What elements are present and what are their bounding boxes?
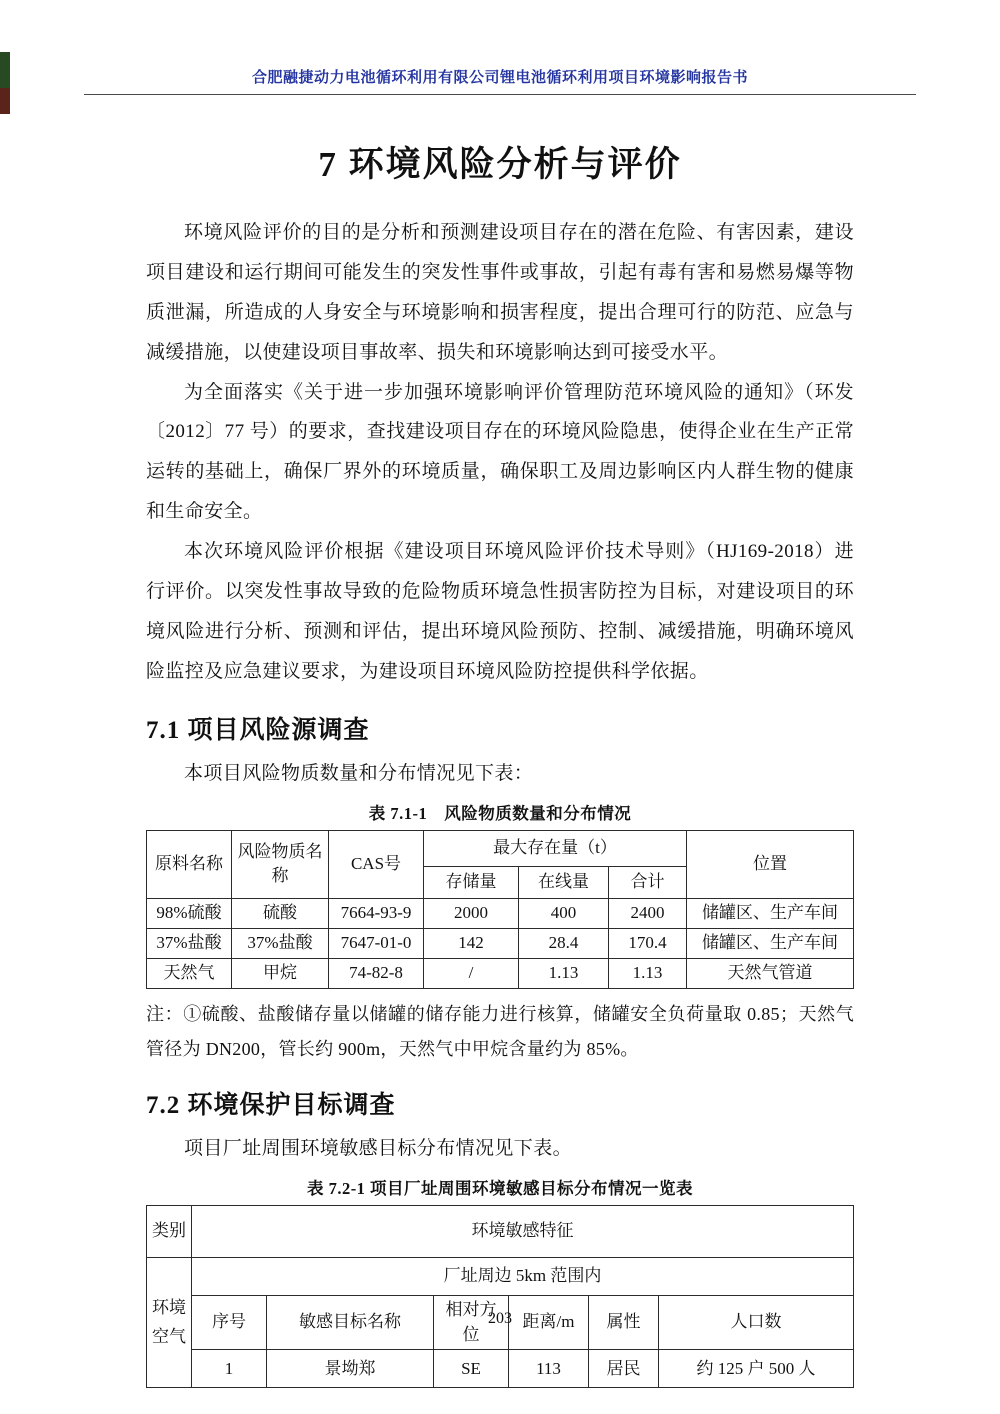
cell-storage: 2000 [424,898,519,928]
table-7-1-1-caption: 表 7.1-1 风险物质数量和分布情况 [368,803,632,823]
table-row-category [147,1206,854,1258]
header-material: 原料名称 [147,830,232,898]
cell-location: 天然气管道 [687,958,854,988]
table-row [147,898,854,928]
paragraph-3: 本次环境风险评价根据《建设项目环境风险评价技术导则》（HJ169-2018）进行评价。以突发性事故导致的危险物质环境急性损害防控为目标，对建设项目的环境风险进行分析、预测和评估，提出环境风险预防、控制、减缓措施，明确环境风险监控及应急建议要求，为建设项目环境风险防控提供科学依据。 [146,541,854,682]
cell-location: 储罐区、生产车间 [687,928,854,958]
report-header: 合肥融捷动力电池循环利用有限公司锂电池循环利用项目环境影响报告书 [84,66,916,95]
scan-edge-artifact [0,52,10,114]
cell-attribute: 居民 [589,1350,659,1388]
header-direction: 相对方位 [434,1296,509,1350]
sensitive-target-table [146,1205,854,1388]
page-number: 203 [488,1310,512,1327]
table-row-scope [147,1258,854,1296]
cell-distance: 113 [509,1350,589,1388]
cell-risk-substance: 甲烷 [232,958,329,988]
cell-category-label: 类别 [147,1206,192,1258]
header-max-amount: 最大存在量（t） [424,830,687,866]
cell-total: 1.13 [609,958,687,988]
section-7-1-intro: 本项目风险物质数量和分布情况见下表： [184,762,534,784]
cell-risk-substance: 硫酸 [232,898,329,928]
cell-target-name: 景坳郑 [267,1350,434,1388]
paragraph-1: 环境风险评价的目的是分析和预测建设项目存在的潜在危险、有害因素，建设项目建设和运行期间可能发生的突发性事件或事故，引起有毒有害和易燃易爆等物质泄漏，所造成的人身安全与环境影响和损害程度，提出合理可行的防范、应急与减缓措施，以使建设项目事故率、损失和环境影响达到可接受水平。 [146,222,854,363]
cell-cas: 7647-01-0 [329,928,424,958]
cell-online: 400 [519,898,609,928]
cell-material: 天然气 [147,958,232,988]
header-target-name: 敏感目标名称 [267,1296,434,1350]
cell-total: 170.4 [609,928,687,958]
scan-edge-green [0,52,10,88]
header-distance: 距离/m [509,1296,589,1350]
cell-storage: / [424,958,519,988]
cell-feature-header: 环境敏感特征 [192,1206,854,1258]
cell-category-value: 环境空气 [147,1258,192,1388]
header-storage: 存储量 [424,866,519,898]
table-note: 注：①硫酸、盐酸储存量以储罐的储存能力进行核算，储罐安全负荷量取 0.85；天然气管径为 DN200，管长约 900m，天然气中甲烷含量约为 85%。 [146,1003,854,1059]
cell-cas: 74-82-8 [329,958,424,988]
chapter-title: 7 环境风险分析与评价 [318,145,682,184]
risk-substance-table [146,830,854,989]
table-row [147,928,854,958]
body-content [146,213,854,1388]
cell-online: 28.4 [519,928,609,958]
table-7-2-1-caption: 表 7.2-1 项目厂址周围环境敏感目标分布情况一览表 [306,1179,694,1199]
header-total: 合计 [609,866,687,898]
header-online: 在线量 [519,866,609,898]
cell-online: 1.13 [519,958,609,988]
section-7-1-heading: 7.1 项目风险源调查 [146,716,370,744]
cell-direction: SE [434,1350,509,1388]
header-attribute: 属性 [589,1296,659,1350]
cell-scope-header: 厂址周边 5km 范围内 [192,1258,854,1296]
table-header-row [147,830,854,866]
cell-material: 37%盐酸 [147,928,232,958]
table-row [147,1350,854,1388]
section-7-2-intro: 项目厂址周围环境敏感目标分布情况见下表。 [184,1137,573,1159]
cell-risk-substance: 37%盐酸 [232,928,329,958]
table-row [147,958,854,988]
cell-index: 1 [192,1350,267,1388]
header-location: 位置 [687,830,854,898]
header-population: 人口数 [659,1296,854,1350]
cell-storage: 142 [424,928,519,958]
cell-total: 2400 [609,898,687,928]
cell-population: 约 125 户 500 人 [659,1350,854,1388]
header-risk-substance: 风险物质名称 [232,830,329,898]
section-7-2-heading: 7.2 环境保护目标调查 [146,1091,396,1119]
cell-material: 98%硫酸 [147,898,232,928]
cell-cas: 7664-93-9 [329,898,424,928]
scan-edge-red [0,88,10,114]
header-index: 序号 [192,1296,267,1350]
paragraph-2: 为全面落实《关于进一步加强环境影响评价管理防范环境风险的通知》（环发〔2012〕77 号）的要求，查找建设项目存在的环境风险隐患，使得企业在生产正常运转的基础上，确保厂界外的环境质量，确保职工及周边影响区内人群生物的健康和生命安全。 [146,381,854,523]
header-cas: CAS号 [329,830,424,898]
cell-location: 储罐区、生产车间 [687,898,854,928]
